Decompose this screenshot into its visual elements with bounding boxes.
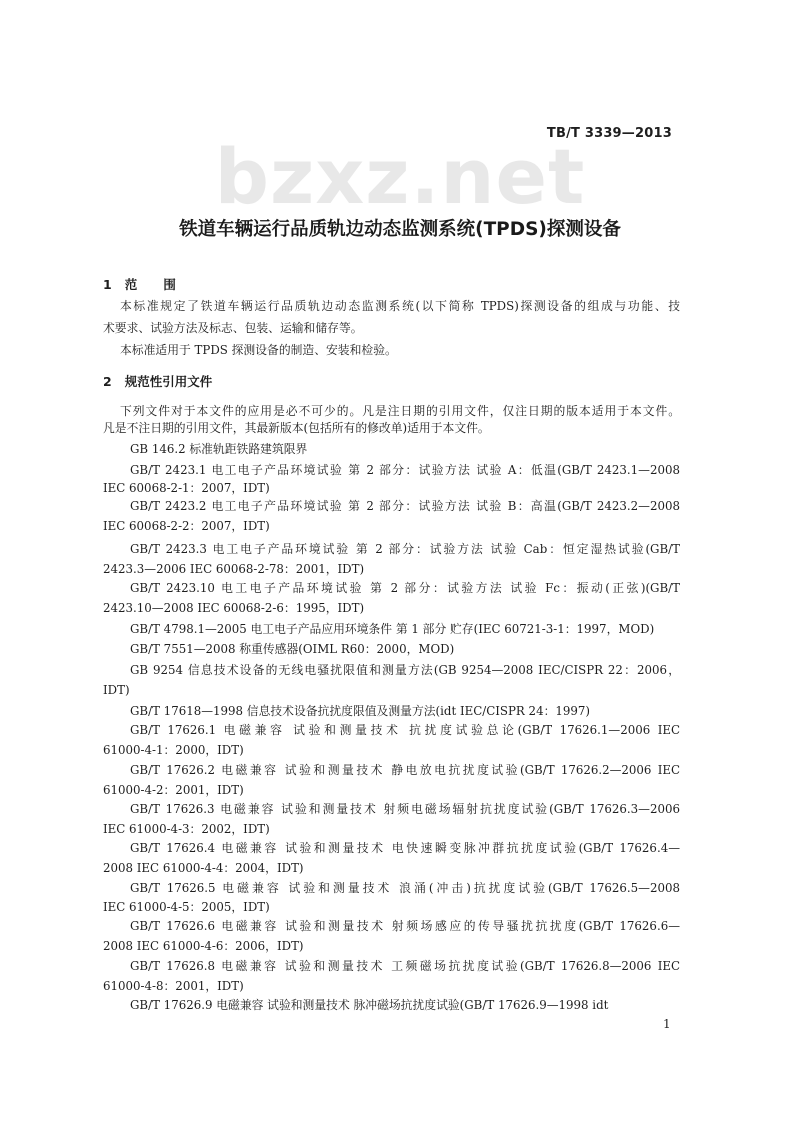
reference-entry: GB/T 2423.1 电工电子产品环境试验 第 2 部分：试验方法 试验 A：低温(GB/T 2423.1—2008	[130, 463, 680, 477]
reference-entry: GB/T 17618—1998 信息技术设备抗扰度限值及测量方法(idt IEC/CISPR 24：1997)	[130, 704, 590, 718]
section-heading-normative-references: 2 规范性引用文件	[103, 374, 213, 389]
page-title: 铁道车辆运行品质轨边动态监测系统(TPDS)探测设备	[179, 219, 621, 240]
reference-entry: GB/T 17626.3 电磁兼容 试验和测量技术 射频电磁场辐射抗扰度试验(GB/T 17626.3—2006	[130, 802, 680, 816]
reference-entry-continuation: IEC 61000-4-5：2005，IDT)	[103, 900, 270, 914]
reference-entry: GB/T 17626.5 电磁兼容 试验和测量技术 浪涌(冲击)抗扰度试验(GB/T 17626.5—2008	[130, 881, 680, 895]
reference-entry-continuation: 2008 IEC 61000-4-4：2004，IDT)	[103, 861, 304, 875]
reference-entry: GB/T 2423.2 电工电子产品环境试验 第 2 部分：试验方法 试验 B：高温(GB/T 2423.2—2008	[130, 499, 680, 513]
reference-entry-continuation: 61000-4-2：2001，IDT)	[103, 783, 244, 797]
section-heading-scope: 1 范 围	[103, 277, 176, 292]
scope-paragraph-line-2: 术要求、试验方法及标志、包装、运输和储存等。	[103, 321, 363, 335]
references-intro-line-1: 下列文件对于本文件的应用是必不可少的。凡是注日期的引用文件，仅注日期的版本适用于本文件。	[120, 404, 680, 418]
scope-paragraph-line-1: 本标准规定了铁道车辆运行品质轨边动态监测系统(以下简称 TPDS)探测设备的组成与功能、技	[120, 299, 680, 313]
reference-entry: GB/T 2423.3 电工电子产品环境试验 第 2 部分：试验方法 试验 Cab：恒定湿热试验(GB/T	[130, 542, 680, 556]
reference-entry: GB/T 17626.1 电磁兼容 试验和测量技术 抗扰度试验总论(GB/T 17626.1—2006 IEC	[130, 723, 680, 737]
reference-entry: GB/T 4798.1—2005 电工电子产品应用环境条件 第 1 部分 贮存(IEC 60721-3-1：1997，MOD)	[130, 622, 655, 636]
reference-entry: GB 146.2 标准轨距铁路建筑限界	[130, 442, 308, 456]
reference-entry-continuation: IDT)	[103, 683, 130, 697]
reference-entry: GB/T 17626.2 电磁兼容 试验和测量技术 静电放电抗扰度试验(GB/T 17626.2—2006 IEC	[130, 763, 680, 777]
standard-number: TB/T 3339—2013	[546, 126, 672, 141]
reference-entry: GB/T 7551—2008 称重传感器(OIML R60：2000，MOD)	[130, 642, 455, 656]
scope-applicability-paragraph: 本标准适用于 TPDS 探测设备的制造、安装和检验。	[120, 343, 397, 357]
reference-entry: GB/T 17626.6 电磁兼容 试验和测量技术 射频场感应的传导骚扰抗扰度(GB/T 17626.6—	[130, 919, 680, 933]
reference-entry-continuation: 2008 IEC 61000-4-6：2006，IDT)	[103, 939, 304, 953]
reference-entry-continuation: 2423.10—2008 IEC 60068-2-6：1995，IDT)	[103, 601, 365, 615]
reference-entry: GB 9254 信息技术设备的无线电骚扰限值和测量方法(GB 9254—2008 IEC/CISPR 22：2006，	[130, 663, 680, 677]
reference-entry-continuation: 61000-4-8：2001，IDT)	[103, 979, 244, 993]
reference-entry-continuation: 2423.3—2006 IEC 60068-2-78：2001，IDT)	[103, 562, 365, 576]
page-number: 1	[663, 1017, 671, 1031]
reference-entry-continuation: IEC 60068-2-2：2007，IDT)	[103, 519, 270, 533]
reference-entry-continuation: IEC 61000-4-3：2002，IDT)	[103, 822, 270, 836]
reference-entry: GB/T 17626.8 电磁兼容 试验和测量技术 工频磁场抗扰度试验(GB/T 17626.8—2006 IEC	[130, 959, 680, 973]
references-intro-line-2: 凡是不注日期的引用文件，其最新版本(包括所有的修改单)适用于本文件。	[103, 421, 490, 435]
reference-entry: GB/T 17626.9 电磁兼容 试验和测量技术 脉冲磁场抗扰度试验(GB/T 17626.9—1998 idt	[130, 998, 609, 1012]
watermark: bzxz.net	[214, 132, 586, 221]
reference-entry: GB/T 2423.10 电工电子产品环境试验 第 2 部分：试验方法 试验 Fc：振动(正弦)(GB/T	[130, 581, 680, 595]
reference-entry: GB/T 17626.4 电磁兼容 试验和测量技术 电快速瞬变脉冲群抗扰度试验(GB/T 17626.4—	[130, 841, 680, 855]
reference-entry-continuation: 61000-4-1：2000，IDT)	[103, 743, 244, 757]
reference-entry-continuation: IEC 60068-2-1：2007，IDT)	[103, 481, 270, 495]
